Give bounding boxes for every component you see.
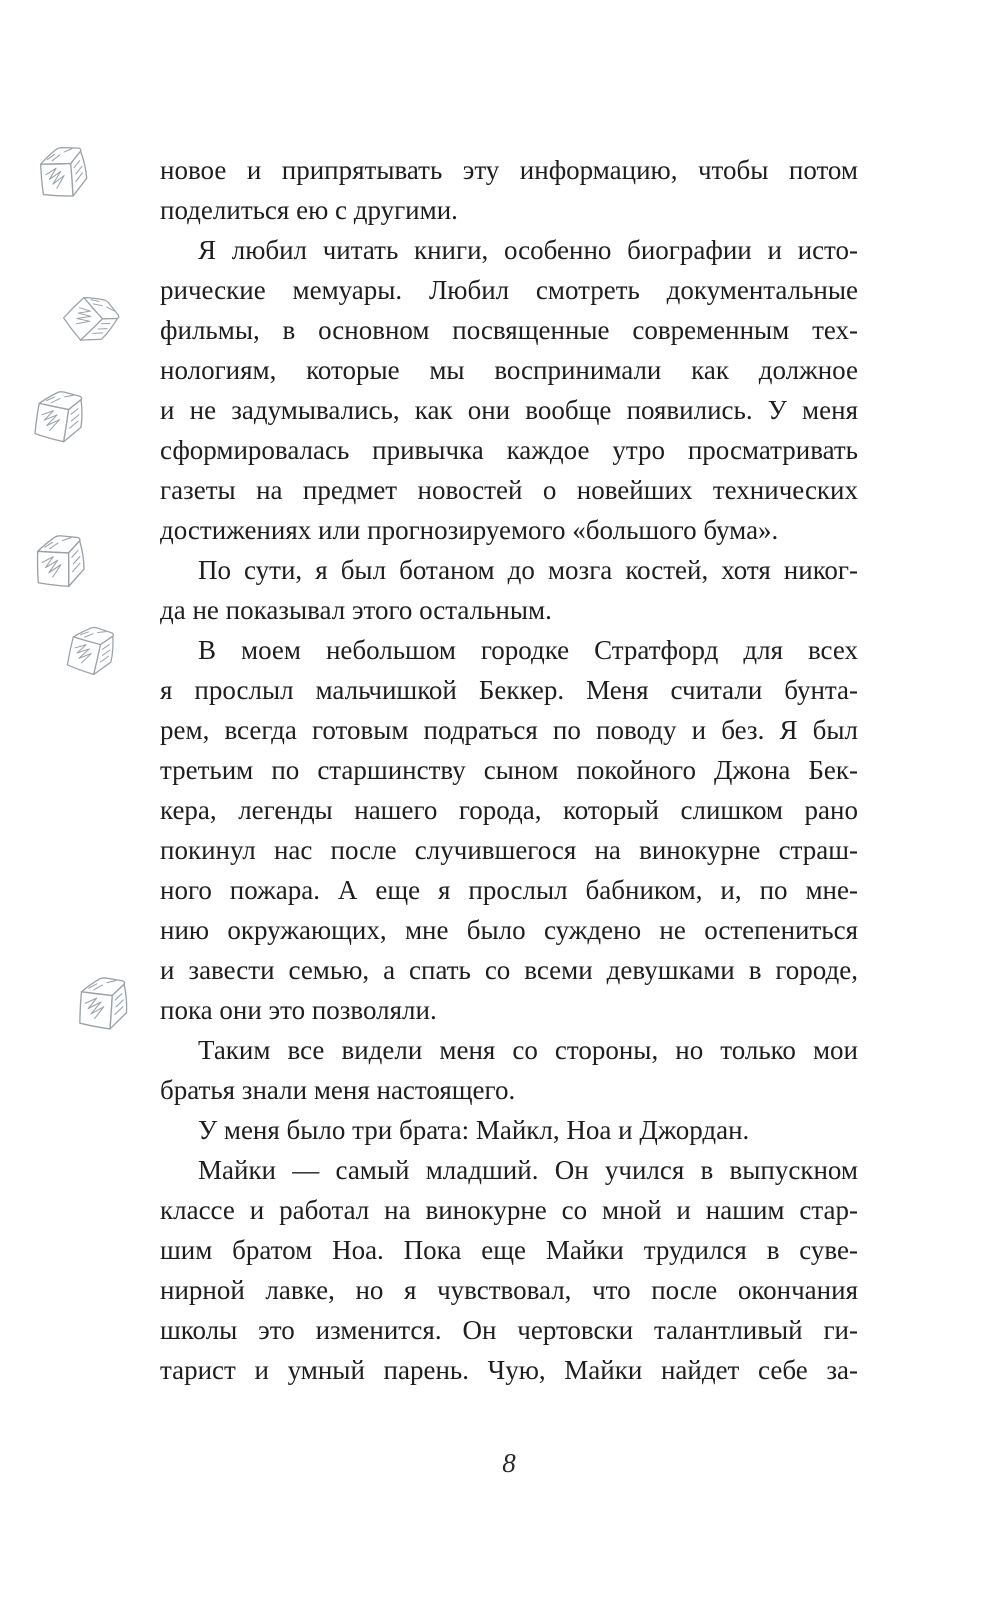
text-line: кера, легенды нашего города, который слишком рано bbox=[160, 795, 858, 825]
ice-cube-icon bbox=[67, 969, 139, 1039]
text-line: и не задумывались, как они вообще появились. У меня bbox=[160, 395, 858, 425]
body-text bbox=[160, 150, 858, 1390]
text-line: По сути, я был ботаном до мозга костей, хотя никог- bbox=[198, 555, 858, 585]
text-line: Майки — самый младший. Он учился в выпускном bbox=[198, 1155, 858, 1185]
text-line: пока они это позволяли. bbox=[160, 995, 437, 1025]
ice-cube-icon bbox=[24, 129, 103, 217]
text-line: фильмы, в основном посвященные современным тех- bbox=[160, 315, 858, 345]
text-line: нологиям, которые мы воспринимали как должное bbox=[160, 355, 858, 385]
text-line: рем, всегда готовым подраться по поводу и без. Я был bbox=[160, 715, 858, 745]
text-line: покинул нас после случившегося на винокурне страш- bbox=[160, 835, 858, 865]
text-line: новое и припрятывать эту информацию, чтобы потом bbox=[160, 155, 858, 185]
text-line: шим братом Ноа. Пока еще Майки трудился в суве- bbox=[160, 1235, 858, 1265]
text-line: третьим по старшинству сыном покойного Джона Бек- bbox=[160, 755, 858, 785]
text-line: Таким все видели меня со стороны, но только мои bbox=[198, 1035, 858, 1065]
ice-cube-icon bbox=[24, 378, 94, 455]
text-line: нирной лавке, но я чувствовал, что после окончания bbox=[160, 1275, 858, 1305]
page-number: 8 bbox=[502, 1448, 516, 1478]
text-line: поделиться ею с другими. bbox=[160, 195, 458, 225]
text-line: В моем небольшом городке Стратфорд для всех bbox=[198, 635, 858, 665]
text-line: У меня было три брата: Майкл, Ноа и Джордан. bbox=[198, 1115, 750, 1145]
text-line: Я любил читать книги, особенно биографии и исто- bbox=[198, 235, 858, 265]
text-line: нию окружающих, мне было суждено не остепениться bbox=[160, 915, 858, 945]
text-line: братья знали меня настоящего. bbox=[160, 1075, 516, 1105]
text-line: ного пожара. А еще я прослыл бабником, и, по мне- bbox=[160, 875, 858, 905]
text-line: тарист и умный парень. Чую, Майки найдет себе за- bbox=[160, 1355, 858, 1385]
text-line: рические мемуары. Любил смотреть документальные bbox=[160, 275, 858, 305]
text-line: газеты на предмет новостей о новейших технических bbox=[160, 475, 858, 505]
text-line: школы это изменится. Он чертовски талантливый ги- bbox=[160, 1315, 858, 1345]
ice-cube-icon bbox=[22, 523, 97, 602]
text-line: достижениях или прогнозируемого «большого бума». bbox=[160, 515, 779, 545]
text-line: да не показывал этого остальным. bbox=[160, 595, 552, 625]
ice-cube-icon bbox=[56, 614, 126, 687]
text-line: классе и работал на винокурне со мной и нашим стар- bbox=[160, 1195, 858, 1225]
text-line: сформировалась привычка каждое утро просматривать bbox=[160, 435, 858, 465]
text-line: и завести семью, а спать со всеми девушками в городе, bbox=[160, 955, 858, 985]
text-line: я прослыл мальчишкой Беккер. Меня считали бунта- bbox=[160, 675, 858, 705]
ice-cube-icon bbox=[42, 269, 140, 369]
